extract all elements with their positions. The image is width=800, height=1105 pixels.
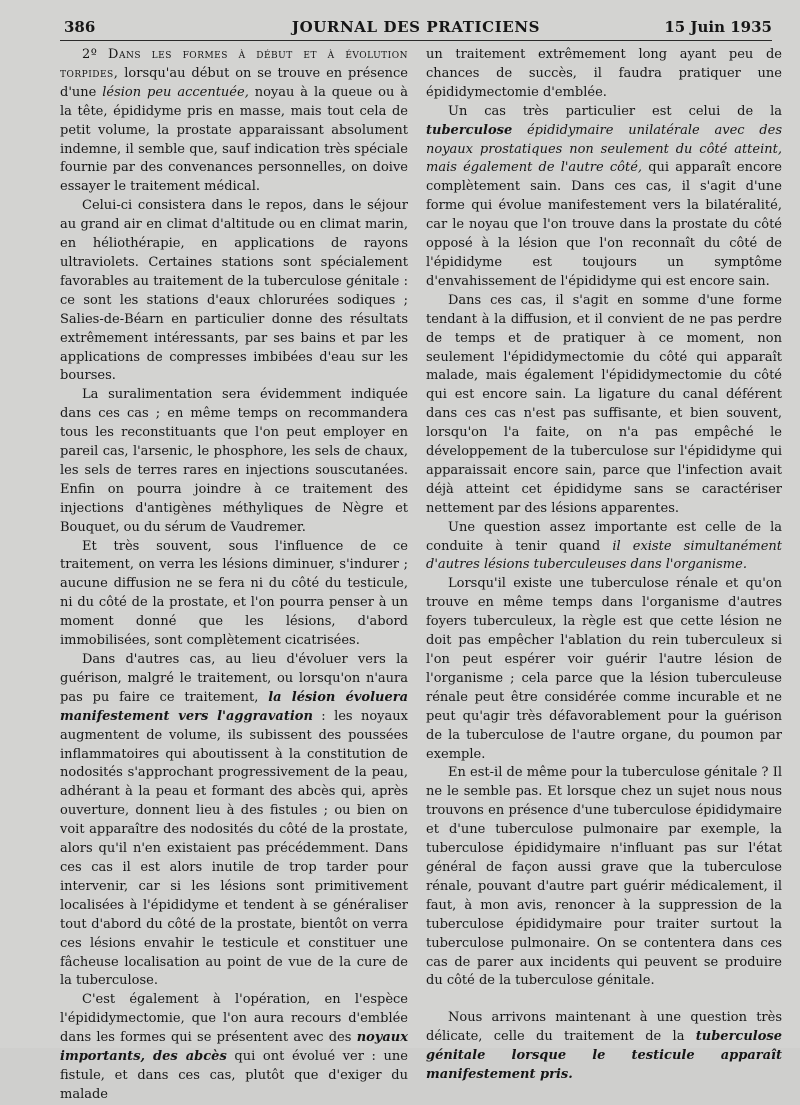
section-lead: 2º Dans les formes à début et à évolution torpides, xyxy=(60,47,408,81)
emphasis-text: il existe simultanément d'autres lésions tuberculeuses dans l'organisme. xyxy=(426,538,782,573)
running-head xyxy=(60,18,772,41)
paragraph-text: qui ont évolué ver : une fistule, et dans ces cas, plutôt que d'exiger du malade xyxy=(60,1049,408,1102)
paragraph-text: lorsqu'au début on se trouve en présence d'une xyxy=(60,65,408,100)
paragraph-operation xyxy=(60,991,408,1104)
paragraph-text: C'est également à l'opération, en l'espèce l'épididymectomie, que l'on aura recours d'emblée dans les formes qui se présentent avec des xyxy=(60,992,408,1046)
issue-date: 15 Juin 1935 xyxy=(664,18,772,36)
paragraph-torpid-forms xyxy=(60,46,408,197)
paragraph-aggravation xyxy=(60,651,408,991)
emphasis-text: la lésion évoluera manifestement vers l'aggravation xyxy=(60,689,409,724)
left-column xyxy=(60,46,408,1105)
paragraph-results: Et très souvent, sous l'influence de ce traitement, on verra les lésions diminuer, s'indurer ; aucune diffusion ne se fera ni du côté du testicule, ni du côté de la prostate, et l'on pourra penser à un moment donné que les lésions, d'abord immobilisées, sont complètement cicatrisées. xyxy=(60,538,408,649)
emphasis-text: épididymaire unilatérale avec des noyaux prostatiques non seulement du côté atteint, mais également de l'autre côté, xyxy=(426,122,782,176)
paragraph-suralimentation: La suralimentation sera évidemment indiquée dans ces cas ; en même temps on recommandera tous les reconstituants que l'on peut employer en pareil cas, l'arsenic, le phosphore, les sels de chaux, les sels de terres rares en injections souscutanées. Enfin on pourra joindre à ce traitement des injections d'antigènes méthyliques de Nègre et Bouquet, ou du sérum de Vaudremer. xyxy=(60,387,408,535)
journal-title: JOURNAL DES PRATICIENS xyxy=(291,18,541,36)
emphasis-text: tuberculose xyxy=(426,122,513,138)
paragraph-question xyxy=(426,519,782,576)
paragraph-treatment: Celui-ci consistera dans le repos, dans le séjour au grand air en climat d'altitude ou en climat marin, en héliothérapie, en applications de rayons ultraviolets. Certaines stations sont spécialement favorables au traitement de la tuberculose génitale : ce sont les stations d'eaux chlorurées sodiques ; Salies-de-Béarn en particulier donne des résultats extrêmement intéressants, par ses bains et par les applications de compresses imbibées d'eau sur les bourses. xyxy=(60,198,408,384)
emphasis-text: noyaux importants, des abcès xyxy=(60,1030,408,1065)
paragraph-diffusion: Dans ces cas, il s'agit en somme d'une forme tendant à la diffusion, et il convient de ne pas perdre de temps et de pratiquer à ce moment, non seulement l'épididymectomie du côté qui apparaît malade, mais également l'épididymectomie du côté qui est encore sain. La ligature du canal déférent dans ces cas n'est pas suffisante, et bien souvent, lorsqu'on l'a faite, on n'a pas empêché le développement de la tuberculose sur l'épididyme qui apparaissait encore sain, parce que l'infection avait déjà atteint cet épididyme sans se caractériser nettement par des lésions apparentes. xyxy=(426,292,782,516)
paragraph-text: : les noyaux augmentent de volume, ils subissent des poussées inflammatoires qui aboutissent à la constitution de nodosités s'approchant progressivement de la peau, adhérant à la peau et formant des abcès qui, après ouverture, donnent lieu à des fistules ; ou bien on voit apparaître des nodosités du côté de la prostate, alors qu'il n'en existaient pas précédemment. Dans ces cas il est alors inutile de trop tarder pour intervenir, car si les lésions sont primitivement localisées à l'épididyme et tendent à se généraliser tout d'abord du côté de la prostate, bientôt on verra ces lésions envahir le testicule et constituer une fâcheuse localisation au point de vue de la cure de la tuberculose. xyxy=(60,708,408,989)
paragraph-text: Une question assez importante est celle de la conduite à tenir quand xyxy=(426,519,782,554)
paragraph-genital: En est-il de même pour la tuberculose génitale ? Il ne le semble pas. Et lorsque chez un sujet nous nous trouvons en présence d'une tuberculose épididymaire et d'une tuberculose pulmonaire par exemple, la tuberculose épididymaire n'influant pas sur l'état général de façon aussi grave que la tuberculose rénale, pouvant d'autre part guérir médicalement, il faut, à mon avis, renoncer à la suppression de la tuberculose épididymaire pour traiter surtout la tuberculose pulmonaire. On se contentera dans ces cas de parer aux incidents qui peuvent se produire du côté de la tuberculose génitale. xyxy=(426,765,782,989)
paragraph-text: Dans d'autres cas, au lieu d'évoluer vers la guérison, malgré le traitement, ou lorsqu'on n'aura pas pu faire ce traitement, xyxy=(60,652,408,705)
paragraph-continuation: un traitement extrêmement long ayant peu de chances de succès, il faudra pratiquer une épididymectomie d'emblée. xyxy=(426,47,782,100)
emphasis-text: lésion peu accentuée, xyxy=(102,84,249,100)
emphasis-text: tuberculose génitale lorsque le testicule apparaît manifestement pris. xyxy=(426,1029,782,1083)
paragraph-particular-case xyxy=(426,103,782,292)
paragraph-text: Nous arrivons maintenant à une question très délicate, celle du traitement de la xyxy=(426,1010,782,1045)
paragraph-next-question xyxy=(426,1009,782,1085)
right-column xyxy=(426,46,782,1085)
paragraph-renal: Lorsqu'il existe une tuberculose rénale et qu'on trouve en même temps dans l'organisme d'autres foyers tuberculeux, la règle est que cette lésion ne doit pas empêcher l'ablation du rein tuberculeux si l'on peut espérer voir guérir l'autre lésion de l'organisme ; cela parce que la lésion tuberculeuse rénale peut être considérée comme incurable et ne peut qu'agir très défavorablement pour la guérison de la tuberculose de l'autre organe, du poumon par exemple. xyxy=(426,576,782,762)
page-number: 386 xyxy=(64,18,96,36)
paragraph-text: qui apparaît encore complètement sain. Dans ces cas, il s'agit d'une forme qui évolue manifestement vers la bilatéralité, car le noyau que l'on trouve dans la prostate du côté opposé à la lésion que l'on reconnaît du côté de l'épididyme est toujours un symptôme d'envahissement de l'épididyme qui est encore sain. xyxy=(426,160,782,289)
paragraph-text: noyau à la queue ou à la tête, épididyme pris en masse, mais tout cela de petit volume, la prostate apparaissant absolument indemne, il semble que, sauf indication très spéciale fournie par des convenances personnelles, on doive essayer le traitement médical. xyxy=(60,84,408,195)
paragraph-text: Un cas très particulier est celui de la xyxy=(448,103,782,119)
